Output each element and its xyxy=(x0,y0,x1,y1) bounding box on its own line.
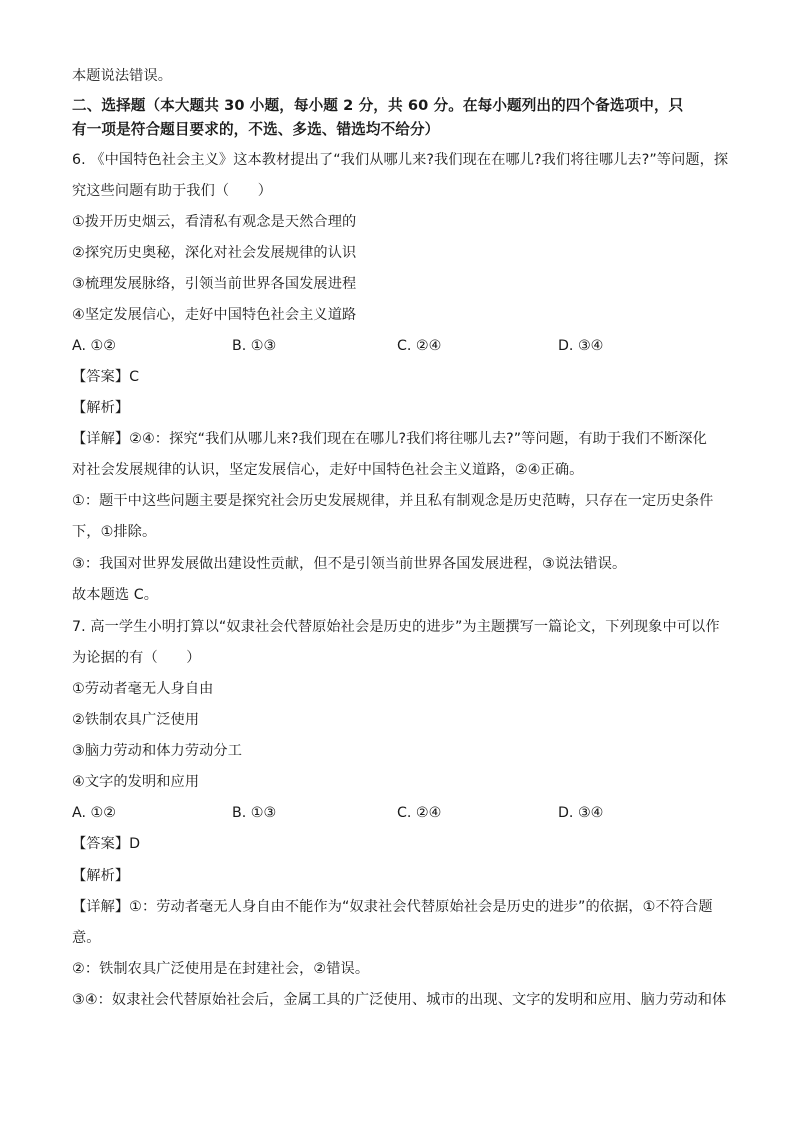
q7-stem: 7. 高一学生小明打算以“奴隶社会代替原始社会是历史的进步”为主题撰写一篇论文，下列现象中可以作 xyxy=(72,619,720,635)
q6-analysis-label: 【解析】 xyxy=(72,400,130,416)
q7-stem-cont: 为论据的有（ ） xyxy=(72,650,201,666)
q7-detail-2: 意。 xyxy=(72,930,101,946)
q6-option-a: A. ①② xyxy=(72,338,116,354)
q7-statement-3: ③脑力劳动和体力劳动分工 xyxy=(72,743,242,759)
q7-statement-4: ④文字的发明和应用 xyxy=(72,774,200,790)
q7-statement-2: ②铁制农具广泛使用 xyxy=(72,712,200,728)
q7-detail-4: ③④：奴隶社会代替原始社会后，金属工具的广泛使用、城市的出现、文字的发明和应用、脑力劳动和体 xyxy=(72,992,727,1008)
q7-option-a: A. ①② xyxy=(72,805,116,821)
q7-statement-1: ①劳动者毫无人身自由 xyxy=(72,681,214,697)
q6-statement-1: ①拨开历史烟云，看清私有观念是天然合理的 xyxy=(72,214,357,230)
q7-detail-3: ②：铁制农具广泛使用是在封建社会，②错误。 xyxy=(72,961,370,977)
q6-detail-4: 下，①排除。 xyxy=(72,524,157,540)
q6-detail-3: ①：题干中这些问题主要是探究社会历史发展规律，并且私有制观念是历史范畴，只存在一定历史条件 xyxy=(72,493,714,509)
prev-answer-tail: 本题说法错误。 xyxy=(72,68,173,84)
q6-option-d: D. ③④ xyxy=(558,338,604,354)
section-title-cont: 有一项是符合题目要求的，不选、多选、错选均不给分） xyxy=(72,121,440,138)
q6-stem: 6. 《中国特色社会主义》这本教材提出了“我们从哪儿来?我们现在在哪儿?我们将往哪儿去?”等问题，探 xyxy=(72,152,729,168)
q6-statement-2: ②探究历史奥秘，深化对社会发展规律的认识 xyxy=(72,245,357,261)
q6-statement-3: ③梳理发展脉络，引领当前世界各国发展进程 xyxy=(72,276,357,292)
q7-option-d: D. ③④ xyxy=(558,805,604,821)
q7-answer: 【答案】D xyxy=(72,836,141,852)
q7-option-c: C. ②④ xyxy=(397,805,442,821)
q6-detail-1: 【详解】②④：探究“我们从哪儿来?我们现在在哪儿?我们将往哪儿去?”等问题，有助于我们不断深化 xyxy=(72,431,707,447)
q6-answer: 【答案】C xyxy=(72,369,140,385)
q7-analysis-label: 【解析】 xyxy=(72,868,130,884)
q6-detail-5: ③：我国对世界发展做出建设性贡献，但不是引领当前世界各国发展进程，③说法错误。 xyxy=(72,556,627,572)
q6-option-c: C. ②④ xyxy=(397,338,442,354)
q7-option-b: B. ①③ xyxy=(232,805,277,821)
section-title: 二、选择题（本大题共 30 小题，每小题 2 分，共 60 分。在每小题列出的四个备选项中，只 xyxy=(72,97,684,114)
q6-stem-cont: 究这些问题有助于我们（ ） xyxy=(72,183,273,199)
q6-statement-4: ④坚定发展信心，走好中国特色社会主义道路 xyxy=(72,307,357,323)
q6-option-b: B. ①③ xyxy=(232,338,277,354)
q6-detail-2: 对社会发展规律的认识，坚定发展信心，走好中国特色社会主义道路，②④正确。 xyxy=(72,462,584,478)
q6-conclusion: 故本题选 C。 xyxy=(72,587,159,603)
q7-detail-1: 【详解】①：劳动者毫无人身自由不能作为“奴隶社会代替原始社会是历史的进步”的依据，①不符合题 xyxy=(72,899,713,915)
